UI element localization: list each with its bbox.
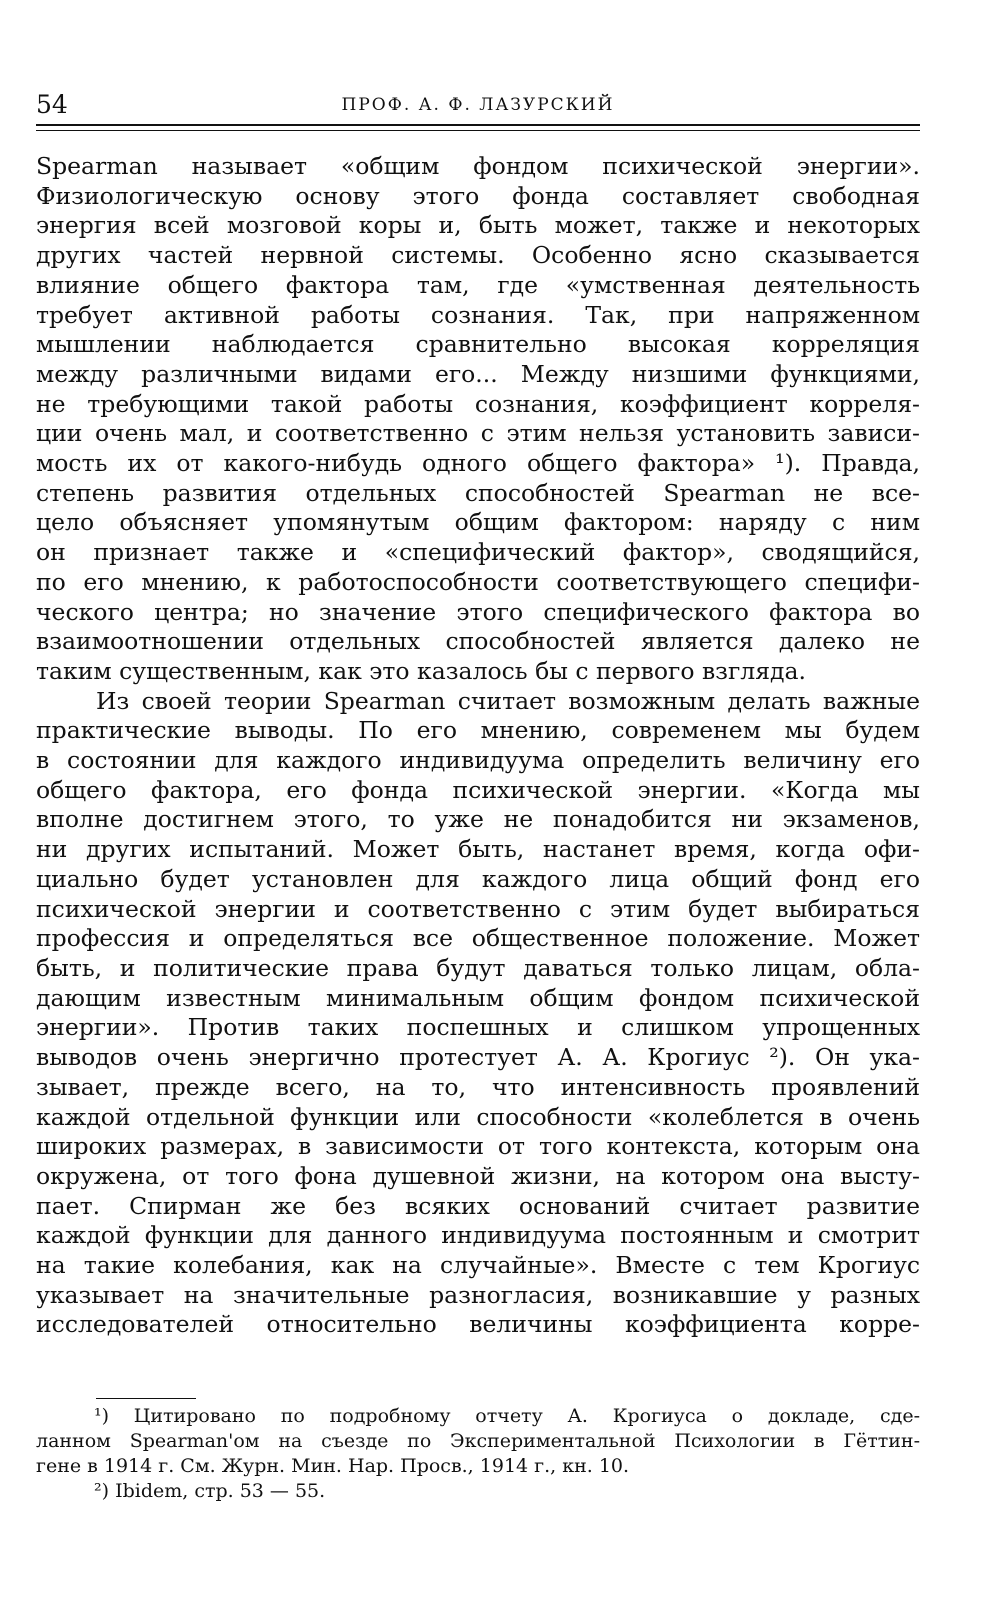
running-title: ПРОФ. А. Ф. ЛАЗУРСКИЙ bbox=[341, 95, 615, 115]
footnote-line: ²) Ibidem, стр. 53 — 55. bbox=[94, 1480, 326, 1502]
text-line: дающим известным минимальным общим фондом психической bbox=[36, 983, 920, 1012]
text-line: указывает на значительные разногласия, возникавшие у разных bbox=[36, 1280, 920, 1309]
text-line: в состоянии для каждого индивидуума определить величину его bbox=[36, 746, 920, 775]
text-line: других частей нервной системы. Особенно ясно сказывается bbox=[36, 241, 920, 270]
text-line: каждой отдельной функции или способности «колеблется в очень bbox=[36, 1102, 920, 1131]
text-line: профессия и определяться все общественное положение. Может bbox=[36, 924, 920, 953]
text-line: он признает также и «специфический фактор», сводящийся, bbox=[36, 538, 920, 567]
text-line: мышлении наблюдается сравнительно высокая корреляция bbox=[36, 330, 920, 359]
text-line: энергия всей мозговой коры и, быть может, также и некоторых bbox=[36, 211, 920, 240]
text-line: Из своей теории Spearman считает возможным делать важные bbox=[96, 686, 920, 715]
text-line: таким существенным, как это казалось бы с первого взгляда. bbox=[36, 656, 807, 685]
text-line: ческого центра; но значение этого специфического фактора во bbox=[36, 597, 920, 626]
text-line: ни других испытаний. Может быть, настанет время, когда офи- bbox=[36, 835, 920, 864]
text-line: зывает, прежде всего, на то, что интенсивность проявлений bbox=[36, 1072, 920, 1101]
text-line: не требующими такой работы сознания, коэффициент корреля- bbox=[36, 389, 920, 418]
text-line: практические выводы. По его мнению, современем мы будем bbox=[36, 716, 920, 745]
text-line: каждой функции для данного индивидуума постоянным и смотрит bbox=[36, 1221, 920, 1250]
text-line: циально будет установлен для каждого лица общий фонд его bbox=[36, 864, 920, 893]
footnotes bbox=[36, 1404, 920, 1504]
header-rule-thin bbox=[36, 130, 920, 131]
text-line: влияние общего фактора там, где «умственная деятельность bbox=[36, 270, 920, 299]
page-number: 54 bbox=[36, 90, 68, 119]
text-line: требует активной работы сознания. Так, при напряженном bbox=[36, 300, 920, 329]
text-line: мость их от какого-нибудь одного общего фактора» ¹). Правда, bbox=[36, 449, 920, 478]
text-line: взаимоотношении отдельных способностей является далеко не bbox=[36, 627, 920, 656]
text-line: широких размерах, в зависимости от того контекста, которым она bbox=[36, 1132, 920, 1161]
text-line: на такие колебания, как на случайные». Вместе с тем Крогиус bbox=[36, 1251, 920, 1280]
footnote-line: ланном Spearman'ом на съезде по Экспериментальной Психологии в Гёттин- bbox=[36, 1430, 920, 1452]
text-line: окружена, от того фона душевной жизни, на котором она высту- bbox=[36, 1161, 920, 1190]
body-text bbox=[36, 152, 920, 1340]
text-line: энергии». Против таких поспешных и слишком упрощенных bbox=[36, 1013, 920, 1042]
text-line: психической энергии и соответственно с этим будет выбираться bbox=[36, 894, 920, 923]
text-line: ции очень мал, и соответственно с этим нельзя установить зависи- bbox=[36, 419, 920, 448]
text-line: пает. Спирман же без всяких оснований считает развитие bbox=[36, 1191, 920, 1220]
text-line: по его мнению, к работоспособности соответствующего специфи- bbox=[36, 567, 920, 596]
text-line: выводов очень энергично протестует А. А. Крогиус ²). Он ука- bbox=[36, 1043, 920, 1072]
footnote-line: ¹) Цитировано по подробному отчету А. Крогиуса о докладе, сде- bbox=[94, 1405, 920, 1427]
page-header bbox=[36, 86, 920, 120]
text-line: вполне достигнем этого, то уже не понадобится ни экзаменов, bbox=[36, 805, 920, 834]
text-line: общего фактора, его фонда психической энергии. «Когда мы bbox=[36, 775, 920, 804]
text-line: цело объясняет упомянутым общим фактором: наряду с ним bbox=[36, 508, 920, 537]
text-line: Spearman называет «общим фондом психической энергии». bbox=[36, 152, 920, 180]
text-line: исследователей относительно величины коэффициента корре- bbox=[36, 1310, 920, 1339]
text-line: степень развития отдельных способностей Spearman не все- bbox=[36, 478, 920, 507]
header-rule bbox=[36, 124, 920, 126]
text-line: между различными видами его... Между низшими функциями, bbox=[36, 359, 920, 388]
footnote-line: гене в 1914 г. См. Журн. Мин. Нар. Просв., 1914 г., кн. 10. bbox=[36, 1455, 630, 1477]
text-line: быть, и политические права будут даваться только лицам, обла- bbox=[36, 953, 920, 982]
text-line: Физиологическую основу этого фонда составляет свободная bbox=[36, 181, 920, 210]
footnote-separator bbox=[96, 1398, 196, 1399]
